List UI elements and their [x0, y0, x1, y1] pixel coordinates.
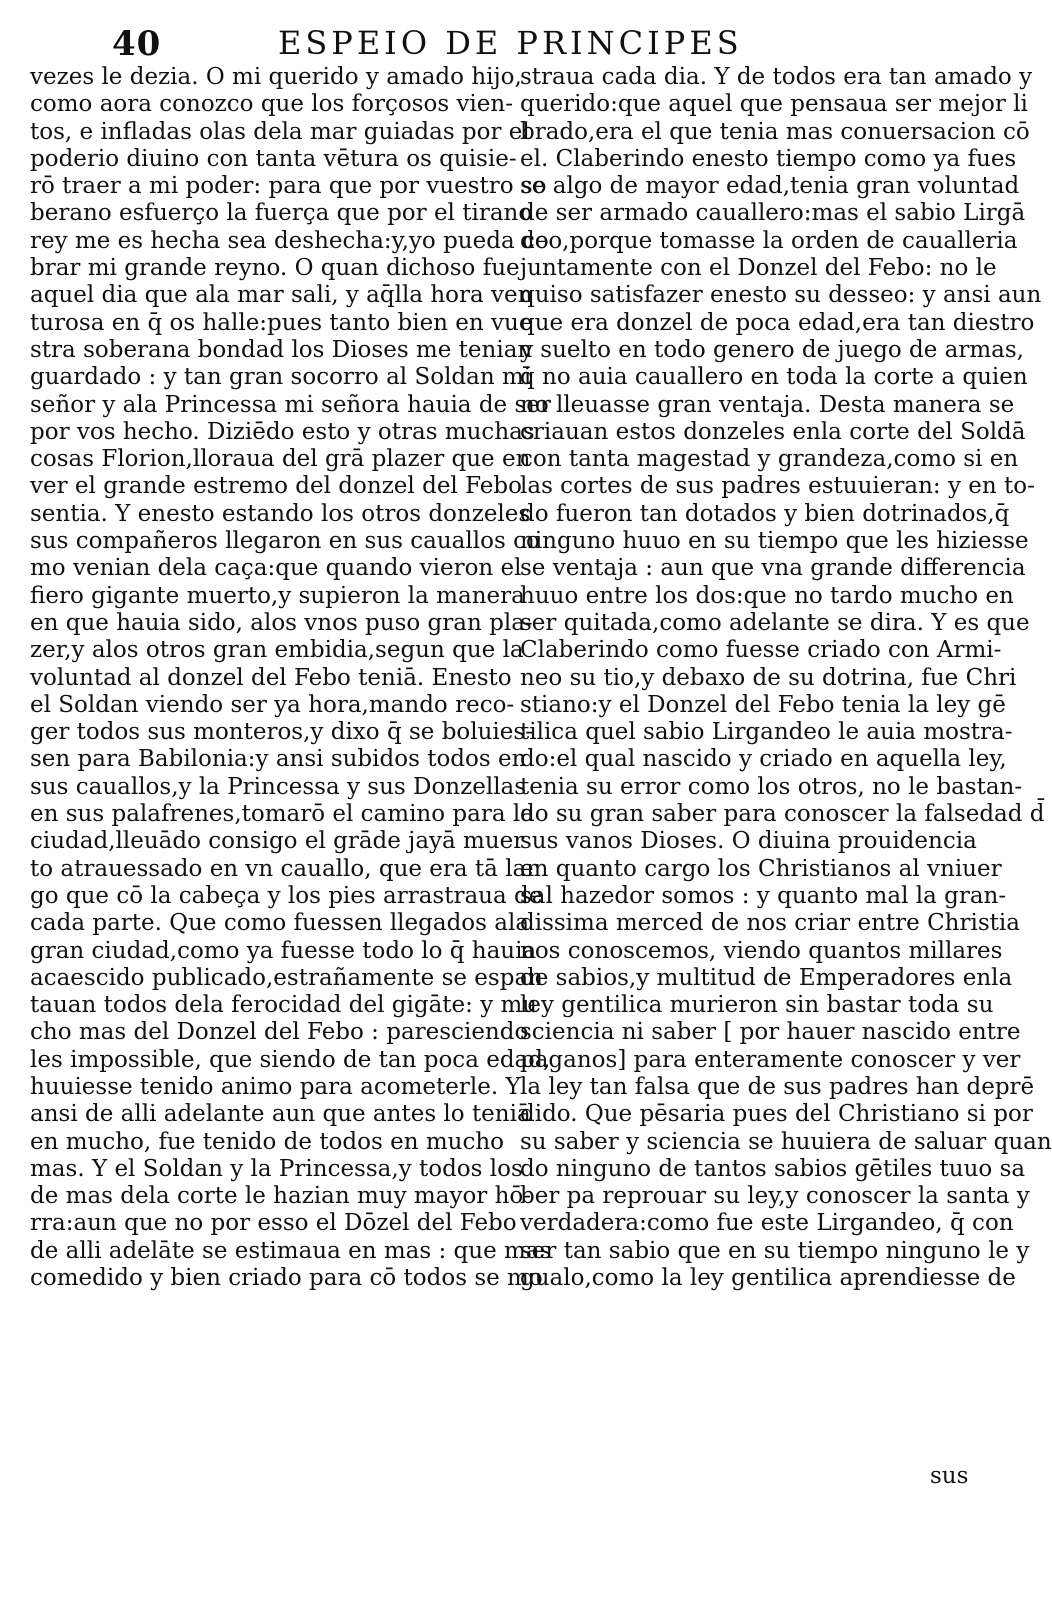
left-column-line: voluntad al donzel del Febo teniā. Enesto — [30, 664, 512, 691]
left-column-line: berano esfuerço la fuerça que por el tirano — [30, 200, 533, 227]
left-column-line: cho mas del Donzel del Febo : paresciendo — [30, 1019, 529, 1046]
right-column-line: Claberindo como fuesse criado con Armi- — [520, 637, 1002, 664]
left-column-line: como aora conozco que los forçosos vien- — [30, 91, 513, 118]
right-column-line: ber pa reprouar su ley,y conoscer la santa y — [520, 1183, 1030, 1210]
right-column-line: deo,porque tomasse la orden de caualleria — [520, 227, 1018, 254]
right-column-line: q̄ no auia cauallero en toda la corte a quien — [520, 364, 1028, 391]
left-column-line: guardado : y tan gran socorro al Soldan mi — [30, 364, 532, 391]
right-column-line: sciencia ni saber [ por hauer nascido entre — [520, 1019, 1021, 1046]
left-column-line: sentia. Y enesto estando los otros donzeles — [30, 500, 531, 527]
right-column-line: huuo entre los dos:que no tardo mucho en — [520, 582, 1014, 609]
left-column-line: ger todos sus monteros,y dixo q̄ se boluies- — [30, 719, 533, 746]
left-column-line: poderio diuino con tanta vētura os quisie- — [30, 145, 517, 172]
right-column-line: se ventaja : aun que vna grande differencia — [520, 555, 1026, 582]
left-column-line: de mas dela corte le hazian muy mayor hō- — [30, 1183, 532, 1210]
left-column-line: fiero gigante muerto,y supieron la manera — [30, 582, 525, 609]
right-text-column — [520, 64, 1052, 1292]
right-column-line: de ser armado cauallero:mas el sabio Lirgā — [520, 200, 1026, 227]
right-column-line: ley gentilica murieron sin bastar toda su — [520, 992, 994, 1019]
left-column-line: rey me es hecha sea deshecha:y,yo pueda co — [30, 227, 549, 254]
right-column-line: straua cada dia. Y de todos era tan amado y — [520, 64, 1033, 90]
left-column-line: aquel dia que ala mar sali, y aq̄lla hora ven — [30, 282, 533, 309]
left-column-line: en sus palafrenes,tomarō el camino para la — [30, 801, 534, 828]
right-column-line: se algo de mayor edad,tenia gran voluntad — [520, 173, 1020, 200]
left-column-line: stra soberana bondad los Dioses me tenian — [30, 336, 533, 363]
right-column-line: gualo,como la ley gentilica aprendiesse de — [520, 1265, 1016, 1292]
left-column-line: les impossible, que siendo de tan poca edad, — [30, 1046, 551, 1073]
right-column-line: dido. Que pēsaria pues del Christiano si por — [520, 1101, 1033, 1128]
catchword: sus — [930, 1463, 969, 1489]
left-column-line: tauan todos dela ferocidad del gigāte: y mu — [30, 992, 538, 1019]
right-column-line: juntamente con el Donzel del Febo: no le — [520, 255, 997, 282]
left-column-line: zer,y alos otros gran embidia,segun que la — [30, 637, 524, 664]
left-text-column — [30, 64, 552, 1292]
left-column-line: ansi de alli adelante aun que antes lo teniā — [30, 1101, 531, 1128]
page-number: 40 — [112, 24, 162, 64]
right-column-line: tilica quel sabio Lirgandeo le auia mostra- — [520, 719, 1013, 746]
right-column-line: no lleuasse gran ventaja. Desta manera se — [520, 391, 1015, 418]
left-column-line: cada parte. Que como fuessen llegados ala — [30, 910, 530, 937]
left-column-line: sen para Babilonia:y ansi subidos todos en — [30, 746, 527, 773]
right-column-line: paganos] para enteramente conoscer y ver — [520, 1046, 1021, 1073]
left-column-line: go que cō la cabeça y los pies arrastraua de — [30, 882, 543, 909]
left-column-line: tos, e infladas olas dela mar guiadas por el — [30, 118, 530, 145]
right-column-line: sal hazedor somos : y quanto mal la gran- — [520, 882, 1007, 909]
left-column-line: huuiesse tenido animo para acometerle. Y — [30, 1073, 521, 1100]
right-column-line: do:el qual nascido y criado en aquella ley, — [520, 746, 1007, 773]
right-column-line: su saber y sciencia se huuiera de saluar quan — [520, 1128, 1052, 1155]
right-column-line: con tanta magestad y grandeza,como si en — [520, 446, 1019, 473]
left-column-line: rō traer a mi poder: para que por vuestro so — [30, 173, 547, 200]
running-title: ESPEIO DE PRINCIPES — [278, 24, 743, 62]
right-column-line: verdadera:como fue este Lirgandeo, q̄ con — [520, 1210, 1014, 1237]
right-column-line: y suelto en todo genero de juego de armas, — [520, 336, 1024, 363]
right-column-line: do ninguno de tantos sabios gētiles tuuo sa — [520, 1155, 1026, 1182]
right-column-line: de sabios,y multitud de Emperadores enla — [520, 964, 1013, 991]
right-column-line: neo su tio,y debaxo de su dotrina, fue Chri — [520, 664, 1017, 691]
right-column-line: que era donzel de poca edad,era tan diestro — [520, 309, 1035, 336]
right-column-line: ser quitada,como adelante se dira. Y es que — [520, 609, 1030, 636]
left-column-line: en que hauia sido, alos vnos puso gran pla- — [30, 609, 533, 636]
right-column-line: en quanto cargo los Christianos al vniuer — [520, 855, 1002, 882]
right-column-line: sus vanos Dioses. O diuina prouidencia — [520, 828, 977, 855]
left-column-line: brar mi grande reyno. O quan dichoso fue — [30, 255, 520, 282]
left-column-line: acaescido publicado,estrañamente se espan — [30, 964, 543, 991]
right-column-line: ninguno huuo en su tiempo que les hiziesse — [520, 528, 1029, 555]
right-column-line: criauan estos donzeles enla corte del Soldā — [520, 418, 1026, 445]
right-column-line: la ley tan falsa que de sus padres han deprē — [520, 1073, 1035, 1100]
left-column-line: ciudad,lleuādo consigo el grāde jayā muer — [30, 828, 525, 855]
right-column-line: nos conoscemos, viendo quantos millares — [520, 937, 1003, 964]
left-column-line: sus cauallos,y la Princessa y sus Donzellas — [30, 773, 527, 800]
right-column-line: brado,era el que tenia mas conuersacion cō — [520, 118, 1030, 145]
left-column-line: ver el grande estremo del donzel del Febo — [30, 473, 522, 500]
left-column-line: mo venian dela caça:que quando vieron el — [30, 555, 522, 582]
left-column-line: señor y ala Princessa mi señora hauia de ser — [30, 391, 551, 418]
left-column-line: en mucho, fue tenido de todos en mucho — [30, 1128, 504, 1155]
right-column-line: do fueron tan dotados y bien dotrinados,q̄ — [520, 500, 1010, 527]
left-column-line: mas. Y el Soldan y la Princessa,y todos los — [30, 1155, 523, 1182]
right-column-line: las cortes de sus padres estuuieran: y en to- — [520, 473, 1035, 500]
right-column-line: quiso satisfazer enesto su desseo: y ansi aun — [520, 282, 1042, 309]
left-column-line: cosas Florion,lloraua del grā plazer que en — [30, 446, 531, 473]
left-column-line: vezes le dezia. O mi querido y amado hijo, — [30, 64, 522, 90]
right-column-line: tenia su error como los otros, no le bastan- — [520, 773, 1023, 800]
right-column-line: el. Claberindo enesto tiempo como ya fues — [520, 145, 1017, 172]
left-column-line: comedido y bien criado para cō todos se mo — [30, 1265, 543, 1292]
left-column-line: por vos hecho. Diziēdo esto y otras muchas — [30, 418, 535, 445]
right-column-line: dissima merced de nos criar entre Christia — [520, 910, 1020, 937]
left-column-line: de alli adelāte se estimaua en mas : que mas — [30, 1237, 552, 1264]
left-column-line: rra:aun que no por esso el Dōzel del Febo — [30, 1210, 517, 1237]
left-column-line: sus compañeros llegaron en sus cauallos co — [30, 528, 540, 555]
right-column-line: do su gran saber para conoscer la falsedad d̄ — [520, 801, 1045, 828]
left-column-line: turosa en q̄ os halle:pues tanto bien en vue — [30, 309, 533, 336]
left-column-line: el Soldan viendo ser ya hora,mando reco- — [30, 691, 515, 718]
right-column-line: ser tan sabio que en su tiempo ninguno le y — [520, 1237, 1030, 1264]
right-column-line: querido:que aquel que pensaua ser mejor li — [520, 91, 1028, 118]
left-column-line: gran ciudad,como ya fuesse todo lo q̄ hauia — [30, 937, 537, 964]
right-column-line: stiano:y el Donzel del Febo tenia la ley gē — [520, 691, 1006, 718]
left-column-line: to atrauessado en vn cauallo, que era tā lar — [30, 855, 538, 882]
